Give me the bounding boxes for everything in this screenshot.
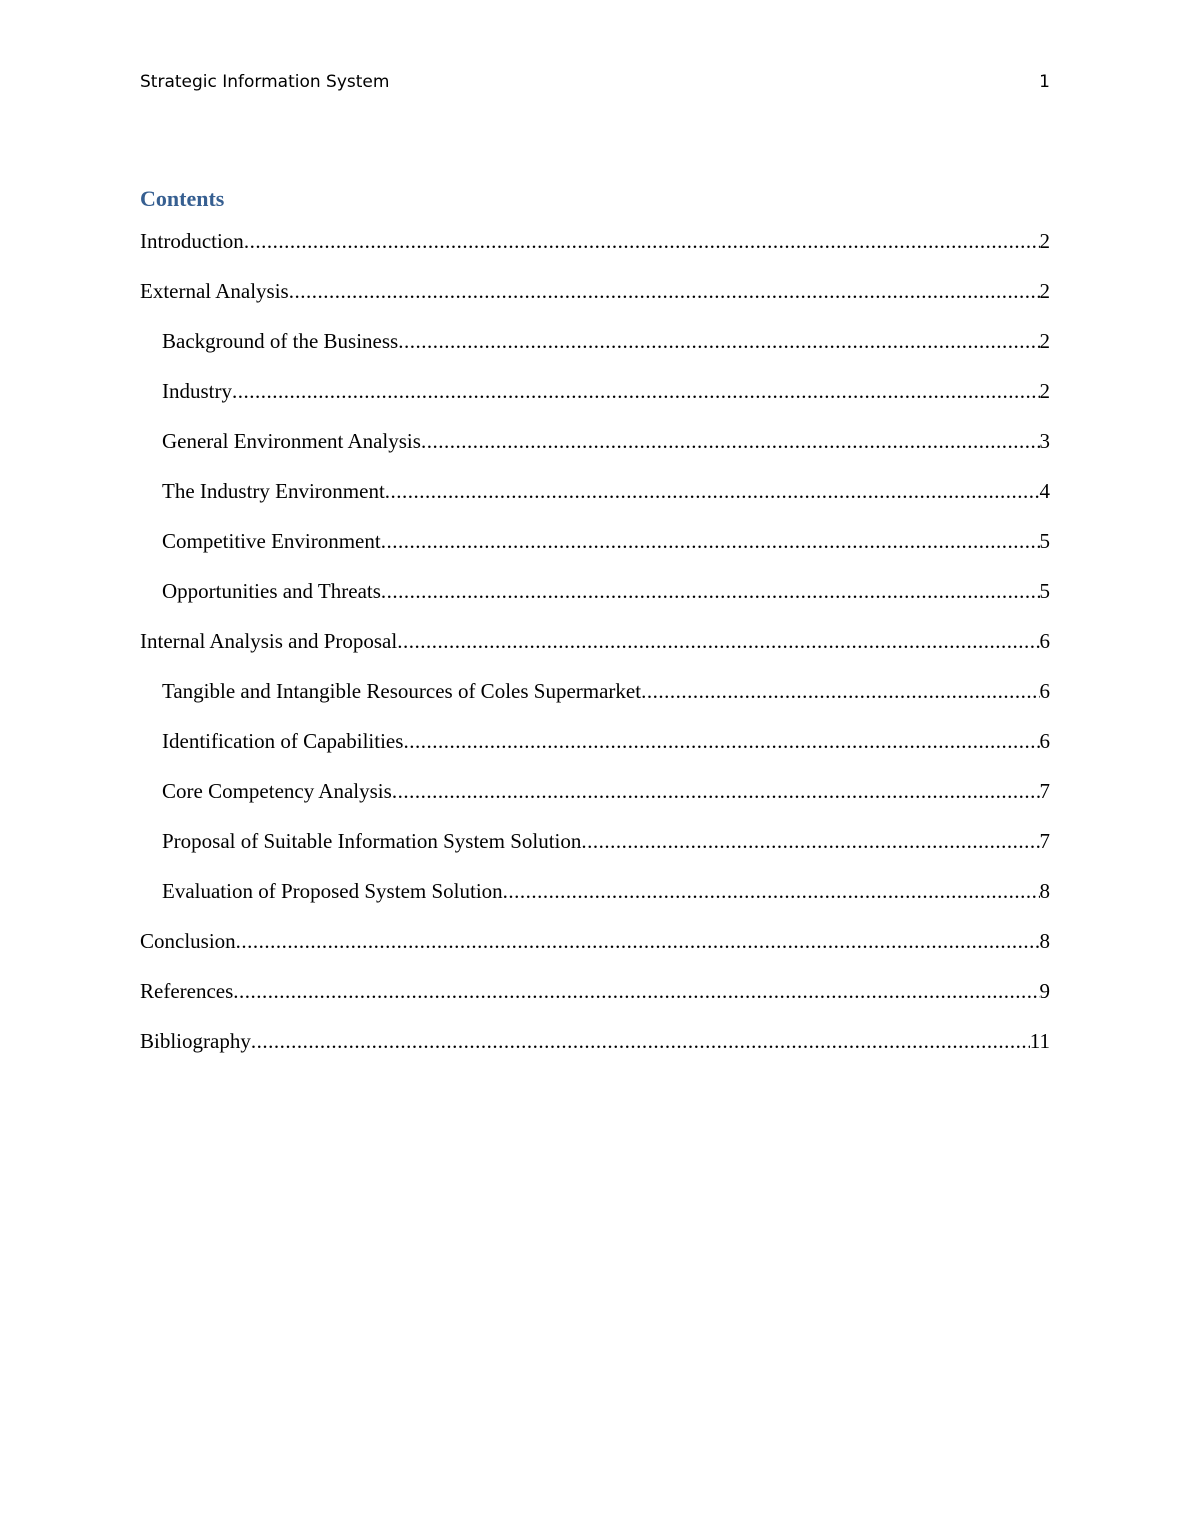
toc-entry[interactable]: [140, 626, 1050, 676]
toc-entry-page: 8: [1039, 929, 1050, 953]
dot-leader: [233, 976, 1039, 1006]
toc-entry-page: 6: [1039, 629, 1050, 653]
toc-entry-label: Conclusion: [140, 929, 236, 953]
toc-entry-label: Industry: [162, 379, 232, 403]
dot-leader: [392, 776, 1040, 806]
toc-entry[interactable]: [140, 326, 1050, 376]
toc-entry[interactable]: [140, 476, 1050, 526]
dot-leader: [244, 226, 1040, 256]
toc-entry-page: 8: [1039, 879, 1050, 903]
toc-entry-page: 11: [1029, 1029, 1050, 1053]
toc-entry-page: 2: [1039, 329, 1050, 353]
toc-entry-label: Tangible and Intangible Resources of Coles Supermarket: [162, 679, 642, 703]
toc-entry-page: 5: [1039, 529, 1050, 553]
toc-entry[interactable]: [140, 576, 1050, 626]
toc-entry-page: 4: [1039, 479, 1050, 503]
toc-entry[interactable]: [140, 826, 1050, 876]
toc-entry[interactable]: [140, 926, 1050, 976]
toc-entry-label: Identification of Capabilities: [162, 729, 404, 753]
toc-entry[interactable]: [140, 376, 1050, 426]
toc-entry-page: 2: [1039, 379, 1050, 403]
page-number: 1: [1039, 72, 1050, 92]
toc-heading: Contents: [140, 186, 225, 211]
toc-entry-page: 3: [1039, 429, 1050, 453]
dot-leader: [581, 826, 1039, 856]
toc-entry-label: References: [140, 979, 234, 1003]
dot-leader: [251, 1026, 1030, 1056]
toc-entry[interactable]: [140, 676, 1050, 726]
toc-entry[interactable]: [140, 276, 1050, 326]
toc-entry-label: Core Competency Analysis: [162, 779, 392, 803]
toc-entry[interactable]: [140, 776, 1050, 826]
toc-entry-label: Bibliography: [140, 1029, 251, 1053]
dot-leader: [232, 376, 1040, 406]
toc-entry-page: 2: [1039, 229, 1050, 253]
toc-entry-page: 6: [1039, 679, 1050, 703]
dot-leader: [381, 576, 1040, 606]
toc-entry[interactable]: [140, 976, 1050, 1026]
toc-entry[interactable]: [140, 426, 1050, 476]
toc-entry-label: Proposal of Suitable Information System Solution: [162, 829, 582, 853]
dot-leader: [385, 476, 1040, 506]
toc-entry[interactable]: [140, 226, 1050, 276]
dot-leader: [289, 276, 1040, 306]
toc-entry-page: 7: [1039, 779, 1050, 803]
toc-entry[interactable]: [140, 1026, 1050, 1076]
toc-entry-label: Opportunities and Threats: [162, 579, 381, 603]
table-of-contents: [140, 226, 1050, 1076]
toc-entry-label: Competitive Environment: [162, 529, 381, 553]
dot-leader: [403, 726, 1039, 756]
toc-entry-label: The Industry Environment: [162, 479, 385, 503]
dot-leader: [421, 426, 1040, 456]
dot-leader: [397, 626, 1039, 656]
toc-entry-label: Evaluation of Proposed System Solution: [162, 879, 503, 903]
dot-leader: [381, 526, 1040, 556]
toc-entry-label: External Analysis: [140, 279, 289, 303]
toc-entry-page: 2: [1039, 279, 1050, 303]
toc-entry-page: 7: [1039, 829, 1050, 853]
running-header-title: Strategic Information System: [140, 72, 390, 92]
toc-entry-label: General Environment Analysis: [162, 429, 421, 453]
toc-entry-page: 9: [1039, 979, 1050, 1003]
toc-entry[interactable]: [140, 876, 1050, 926]
dot-leader: [398, 326, 1039, 356]
toc-entry-label: Introduction: [140, 229, 244, 253]
toc-entry-label: Background of the Business: [162, 329, 399, 353]
toc-entry[interactable]: [140, 726, 1050, 776]
toc-entry-label: Internal Analysis and Proposal: [140, 629, 398, 653]
toc-entry-page: 5: [1039, 579, 1050, 603]
dot-leader: [236, 926, 1040, 956]
dot-leader: [503, 876, 1040, 906]
dot-leader: [641, 676, 1039, 706]
toc-entry-page: 6: [1039, 729, 1050, 753]
toc-entry[interactable]: [140, 526, 1050, 576]
